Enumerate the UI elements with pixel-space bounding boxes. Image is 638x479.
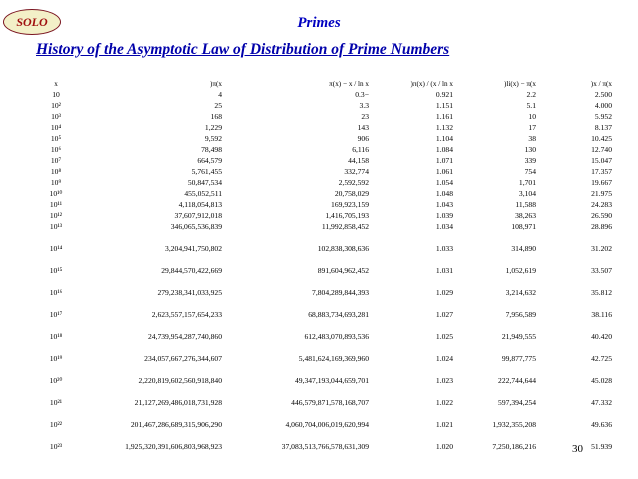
table-row (40, 407, 612, 429)
table-cell: 1.033 (435, 244, 453, 254)
table-cell: 10¹⁷ (49, 310, 63, 320)
table-cell: 10⁸ (50, 167, 62, 177)
table-cell: 10²⁰ (49, 376, 63, 386)
table-cell: 45.028 (591, 376, 612, 386)
table-cell: 1.025 (435, 332, 453, 342)
table-cell: 0.921 (435, 90, 453, 100)
table-cell: 2,592,592 (338, 178, 369, 188)
table-row (40, 209, 612, 220)
table-cell: 15.047 (591, 156, 612, 166)
page-number: 30 (572, 443, 583, 455)
table-cell: 0.3− (355, 90, 369, 100)
table-cell: 10¹¹ (49, 200, 63, 210)
table-row (40, 143, 612, 154)
table-cell: 1,701 (518, 178, 536, 188)
table-cell: 1,229 (204, 123, 222, 133)
table-cell: 1.027 (435, 310, 453, 320)
table-cell: 78,498 (201, 145, 222, 155)
table-row (40, 341, 612, 363)
table-cell: 12.740 (591, 145, 612, 155)
table-cell: 10¹⁵ (49, 266, 63, 276)
table-cell: 38,263 (515, 211, 536, 221)
table-cell: 10⁵ (50, 134, 62, 144)
table-cell: 1.054 (435, 178, 453, 188)
table-cell: 314,890 (511, 244, 536, 254)
table-row (40, 154, 612, 165)
table-cell: 10 (52, 90, 60, 100)
table-cell: 612,483,070,893,536 (304, 332, 369, 342)
table-cell: 597,394,254 (498, 398, 536, 408)
table-cell: 10 (528, 112, 536, 122)
table-cell: 3.3 (359, 101, 369, 111)
table-cell: 1.061 (435, 167, 453, 177)
table-cell: 10¹⁰ (49, 189, 63, 199)
table-cell: 7,804,289,844,393 (312, 288, 369, 298)
topic-heading: Primes (297, 15, 341, 31)
column-header: x (54, 79, 58, 88)
table-cell: 5,481,624,169,369,960 (298, 354, 369, 364)
table-cell: 130 (524, 145, 536, 155)
solo-logo: SOLO (3, 9, 61, 35)
table-cell: 5,761,455 (191, 167, 222, 177)
table-cell: 17 (528, 123, 536, 133)
table-cell: 42.725 (591, 354, 612, 364)
table-cell: 10¹² (49, 211, 63, 221)
table-cell: 28.896 (591, 222, 612, 232)
table-cell: 5.952 (594, 112, 612, 122)
table-cell: 25 (214, 101, 222, 111)
table-cell: 10⁷ (50, 156, 62, 166)
column-header: )π(x) / (x / ln x (410, 79, 453, 88)
table-cell: 29,844,570,422,669 (161, 266, 222, 276)
table-cell: 5.1 (526, 101, 536, 111)
table-cell: 10¹³ (49, 222, 63, 232)
table-cell: 10⁹ (50, 178, 62, 188)
table-row (40, 176, 612, 187)
table-cell: 19.667 (591, 178, 612, 188)
table-cell: 1,416,705,193 (325, 211, 369, 221)
table-cell: 37,083,513,766,578,631,309 (281, 442, 369, 452)
table-cell: 20,758,029 (334, 189, 369, 199)
table-cell: 169,923,159 (331, 200, 369, 210)
table-cell: 11,992,858,452 (321, 222, 369, 232)
table-row (40, 198, 612, 209)
table-cell: 1.023 (435, 376, 453, 386)
table-row (40, 319, 612, 341)
column-header: π(x) − x / ln x (329, 79, 369, 88)
table-cell: 2,623,557,157,654,233 (151, 310, 222, 320)
table-cell: 201,467,286,689,315,906,290 (130, 420, 222, 430)
table-cell: 10¹⁶ (49, 288, 63, 298)
table-cell: 44,158 (348, 156, 369, 166)
table-cell: 23 (361, 112, 369, 122)
table-cell: 10² (51, 101, 61, 111)
table-cell: 4,060,704,006,019,620,994 (285, 420, 369, 430)
table-cell: 1.151 (435, 101, 453, 111)
table-row (40, 187, 612, 198)
column-header: )li(x) − π(x (503, 79, 536, 88)
table-cell: 1.043 (435, 200, 453, 210)
table-cell: 2.500 (594, 90, 612, 100)
page-title: History of the Asymptotic Law of Distribution of Prime Numbers (36, 41, 450, 58)
table-cell: 1.084 (435, 145, 453, 155)
table-cell: 4,118,054,813 (178, 200, 222, 210)
table-cell: 754 (524, 167, 536, 177)
table-cell: 17.357 (591, 167, 612, 177)
table-cell: 143 (357, 123, 369, 133)
table-cell: 33.507 (591, 266, 612, 276)
table-cell: 3,204,941,750,802 (165, 244, 222, 254)
table-cell: 906 (357, 134, 369, 144)
table-cell: 664,579 (197, 156, 222, 166)
table-cell: 1.048 (435, 189, 453, 199)
table-cell: 1.104 (435, 134, 453, 144)
table-cell: 47.332 (591, 398, 612, 408)
table-cell: 21,949,555 (501, 332, 536, 342)
table-cell: 7,250,186,216 (492, 442, 536, 452)
table-cell: 35.812 (591, 288, 612, 298)
table-cell: 6,116 (352, 145, 369, 155)
table-cell: 1.161 (435, 112, 453, 122)
table-cell: 346,065,536,839 (170, 222, 222, 232)
table-cell: 1.034 (435, 222, 453, 232)
table-cell: 31.202 (591, 244, 612, 254)
table-row (40, 297, 612, 319)
table-row (40, 132, 612, 143)
table-cell: 1.031 (435, 266, 453, 276)
table-row (40, 231, 612, 253)
table-cell: 26.590 (591, 211, 612, 221)
table-cell: 8.137 (594, 123, 612, 133)
table-cell: 1.039 (435, 211, 453, 221)
table-cell: 51.939 (591, 442, 612, 452)
table-cell: 10²² (49, 420, 63, 430)
table-cell: 339 (524, 156, 536, 166)
table-cell: 99,877,775 (501, 354, 536, 364)
table-cell: 234,057,667,276,344,607 (144, 354, 222, 364)
table-cell: 279,238,341,033,925 (157, 288, 222, 298)
column-header: )x / π(x (590, 79, 612, 88)
table-row (40, 220, 612, 231)
table-cell: 37,607,912,018 (174, 211, 222, 221)
table-cell: 21,127,269,486,018,731,928 (134, 398, 222, 408)
table-cell: 3,214,632 (505, 288, 536, 298)
table-cell: 102,838,308,636 (317, 244, 369, 254)
table-cell: 222,744,644 (498, 376, 536, 386)
table-cell: 1.022 (435, 398, 453, 408)
table-cell: 446,579,871,578,168,707 (291, 398, 369, 408)
table-cell: 1,932,355,208 (492, 420, 536, 430)
table-row (40, 110, 612, 121)
table-cell: 10¹⁸ (49, 332, 63, 342)
table-cell: 68,883,734,693,281 (308, 310, 369, 320)
table-cell: 49,347,193,044,659,701 (294, 376, 369, 386)
table-cell: 1.024 (435, 354, 453, 364)
table-cell: 4.000 (594, 101, 612, 111)
table-cell: 108,971 (511, 222, 536, 232)
table-cell: 40.420 (591, 332, 612, 342)
table-cell: 49.636 (591, 420, 612, 430)
table-cell: 1,052,619 (505, 266, 536, 276)
table-cell: 38.116 (591, 310, 612, 320)
table-row (40, 88, 612, 99)
table-row (40, 253, 612, 275)
table-cell: 7,956,589 (505, 310, 536, 320)
column-header: )π(x (209, 79, 222, 88)
table-row (40, 275, 612, 297)
table-cell: 10²³ (49, 442, 63, 452)
table-row (40, 99, 612, 110)
table-cell: 10.425 (591, 134, 612, 144)
table-row (40, 121, 612, 132)
table-cell: 891,604,962,452 (317, 266, 369, 276)
table-cell: 2,220,819,602,560,918,840 (138, 376, 222, 386)
table-cell: 1.132 (435, 123, 453, 133)
table-cell: 1.029 (435, 288, 453, 298)
table-cell: 4 (218, 90, 222, 100)
primes-table (40, 77, 612, 451)
table-cell: 10¹⁴ (49, 244, 63, 254)
table-cell: 21.975 (591, 189, 612, 199)
table-cell: 38 (528, 134, 536, 144)
table-cell: 1.071 (435, 156, 453, 166)
table-row (40, 429, 612, 451)
table-cell: 11,588 (515, 200, 536, 210)
table-row (40, 385, 612, 407)
table-cell: 1.020 (435, 442, 453, 452)
table-cell: 1,925,320,391,606,803,968,923 (125, 442, 222, 452)
table-cell: 10³ (51, 112, 61, 122)
table-cell: 9,592 (204, 134, 222, 144)
table-cell: 168 (210, 112, 222, 122)
table-cell: 455,052,511 (184, 189, 222, 199)
table-cell: 10⁴ (50, 123, 62, 133)
table-cell: 24.283 (591, 200, 612, 210)
table-cell: 3,104 (518, 189, 536, 199)
table-row (40, 363, 612, 385)
table-cell: 10⁶ (50, 145, 62, 155)
table-cell: 50,847,534 (187, 178, 222, 188)
table-row (40, 165, 612, 176)
table-cell: 10²¹ (49, 398, 63, 408)
table-cell: 1.021 (435, 420, 453, 430)
table-cell: 24,739,954,287,740,860 (147, 332, 222, 342)
table-cell: 332,774 (344, 167, 369, 177)
table-cell: 2.2 (526, 90, 536, 100)
table-header-row (40, 77, 612, 88)
table-cell: 10¹⁹ (49, 354, 63, 364)
